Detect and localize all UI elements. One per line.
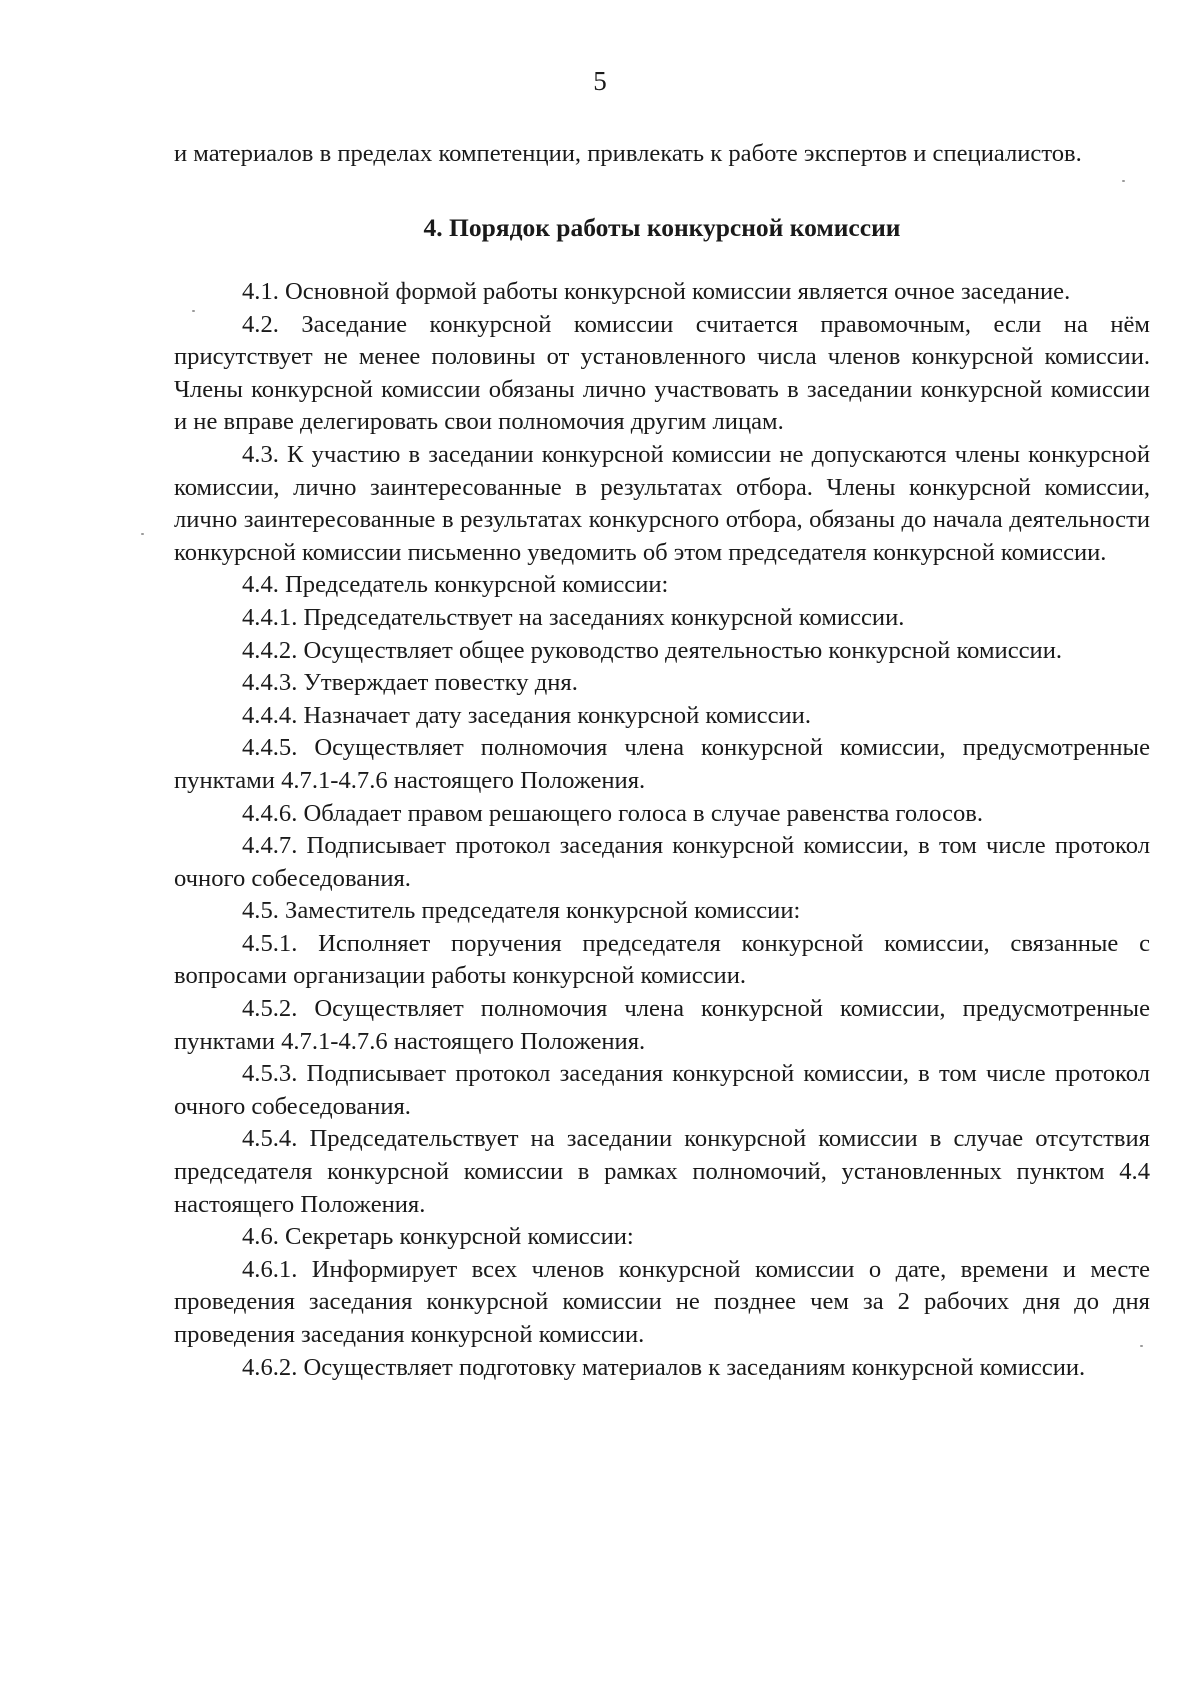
- scan-speck: [192, 310, 195, 312]
- paragraph-4-2: 4.2. Заседание конкурсной комиссии считается правомочным, если на нём присутствует не менее половины от установленного числа членов конкурсной комиссии. Члены конкурсной комиссии обязаны лично участвовать в заседании конкурсной комиссии и не вправе делегировать свои полномочия другим лицам.: [174, 310, 1150, 436]
- scan-speck: [141, 533, 144, 535]
- paragraph-4-6-1: 4.6.1. Информирует всех членов конкурсной комиссии о дате, времени и месте проведения заседания конкурсной комиссии не позднее чем за 2 рабочих дня до дня проведения заседания конкурсной комиссии.: [174, 1255, 1150, 1348]
- continuation-block: [174, 138, 1150, 212]
- paragraph-4-4-2: 4.4.2. Осуществляет общее руководство деятельностью конкурсной комиссии.: [242, 636, 1062, 664]
- paragraph-4-4-3: 4.4.3. Утверждает повестку дня.: [242, 669, 578, 697]
- paragraph-4-5-4: 4.5.4. Председательствует на заседании конкурсной комиссии в случае отсутствия председателя конкурсной комиссии в рамках полномочий, установленных пунктом 4.4 настоящего Положения.: [174, 1125, 1150, 1218]
- paragraph-4-5-1: 4.5.1. Исполняет поручения председателя конкурсной комиссии, связанные с вопросами организации работы конкурсной комиссии.: [174, 929, 1150, 990]
- scan-speck: [1140, 1345, 1143, 1347]
- paragraph-4-5-3: 4.5.3. Подписывает протокол заседания конкурсной комиссии, в том числе протокол очного собеседования.: [174, 1060, 1150, 1120]
- paragraph-4-4-7: 4.4.7. Подписывает протокол заседания конкурсной комиссии, в том числе протокол очного собеседования.: [174, 832, 1150, 892]
- paragraph-4-5: 4.5. Заместитель председателя конкурсной комиссии:: [242, 897, 801, 925]
- scan-speck: [1122, 180, 1125, 182]
- section-heading: 4. Порядок работы конкурсной комиссии: [423, 213, 901, 242]
- section-heading-block: [174, 212, 1150, 276]
- paragraph-4-6: 4.6. Секретарь конкурсной комиссии:: [242, 1223, 634, 1251]
- paragraph-4-4-6: 4.4.6. Обладает правом решающего голоса в случае равенства голосов.: [242, 799, 984, 827]
- page-number: 5: [593, 66, 607, 96]
- paragraph-4-4: 4.4. Председатель конкурсной комиссии:: [242, 571, 669, 599]
- paragraph-4-1: 4.1. Основной формой работы конкурсной комиссии является очное заседание.: [242, 278, 1071, 305]
- paragraph-4-4-1: 4.4.1. Председательствует на заседаниях конкурсной комиссии.: [242, 603, 905, 631]
- paragraph-4-4-5: 4.4.5. Осуществляет полномочия члена конкурсной комиссии, предусмотренные пунктами 4.7.1-4.7.6 настоящего Положения.: [174, 734, 1150, 794]
- paragraph-4-5-2: 4.5.2. Осуществляет полномочия члена конкурсной комиссии, предусмотренные пунктами 4.7.1-4.7.6 настоящего Положения.: [174, 995, 1150, 1055]
- paragraph-4-6-2: 4.6.2. Осуществляет подготовку материалов к заседаниям конкурсной комиссии.: [242, 1353, 1086, 1381]
- paragraph-4-3: 4.3. К участию в заседании конкурсной комиссии не допускаются члены конкурсной комиссии, лично заинтересованные в результатах отбора. Члены конкурсной комиссии, лично заинтересованные в результатах конкурсного отбора, обязаны до начала деятельности конкурсной комиссии письменно уведомить об этом председателя конкурсной комиссии.: [174, 440, 1150, 566]
- document-body: [174, 138, 1150, 1384]
- paragraph-4-4-4: 4.4.4. Назначает дату заседания конкурсной комиссии.: [242, 701, 811, 729]
- continuation-paragraph: и материалов в пределах компетенции, привлекать к работе экспертов и специалистов.: [174, 140, 1082, 167]
